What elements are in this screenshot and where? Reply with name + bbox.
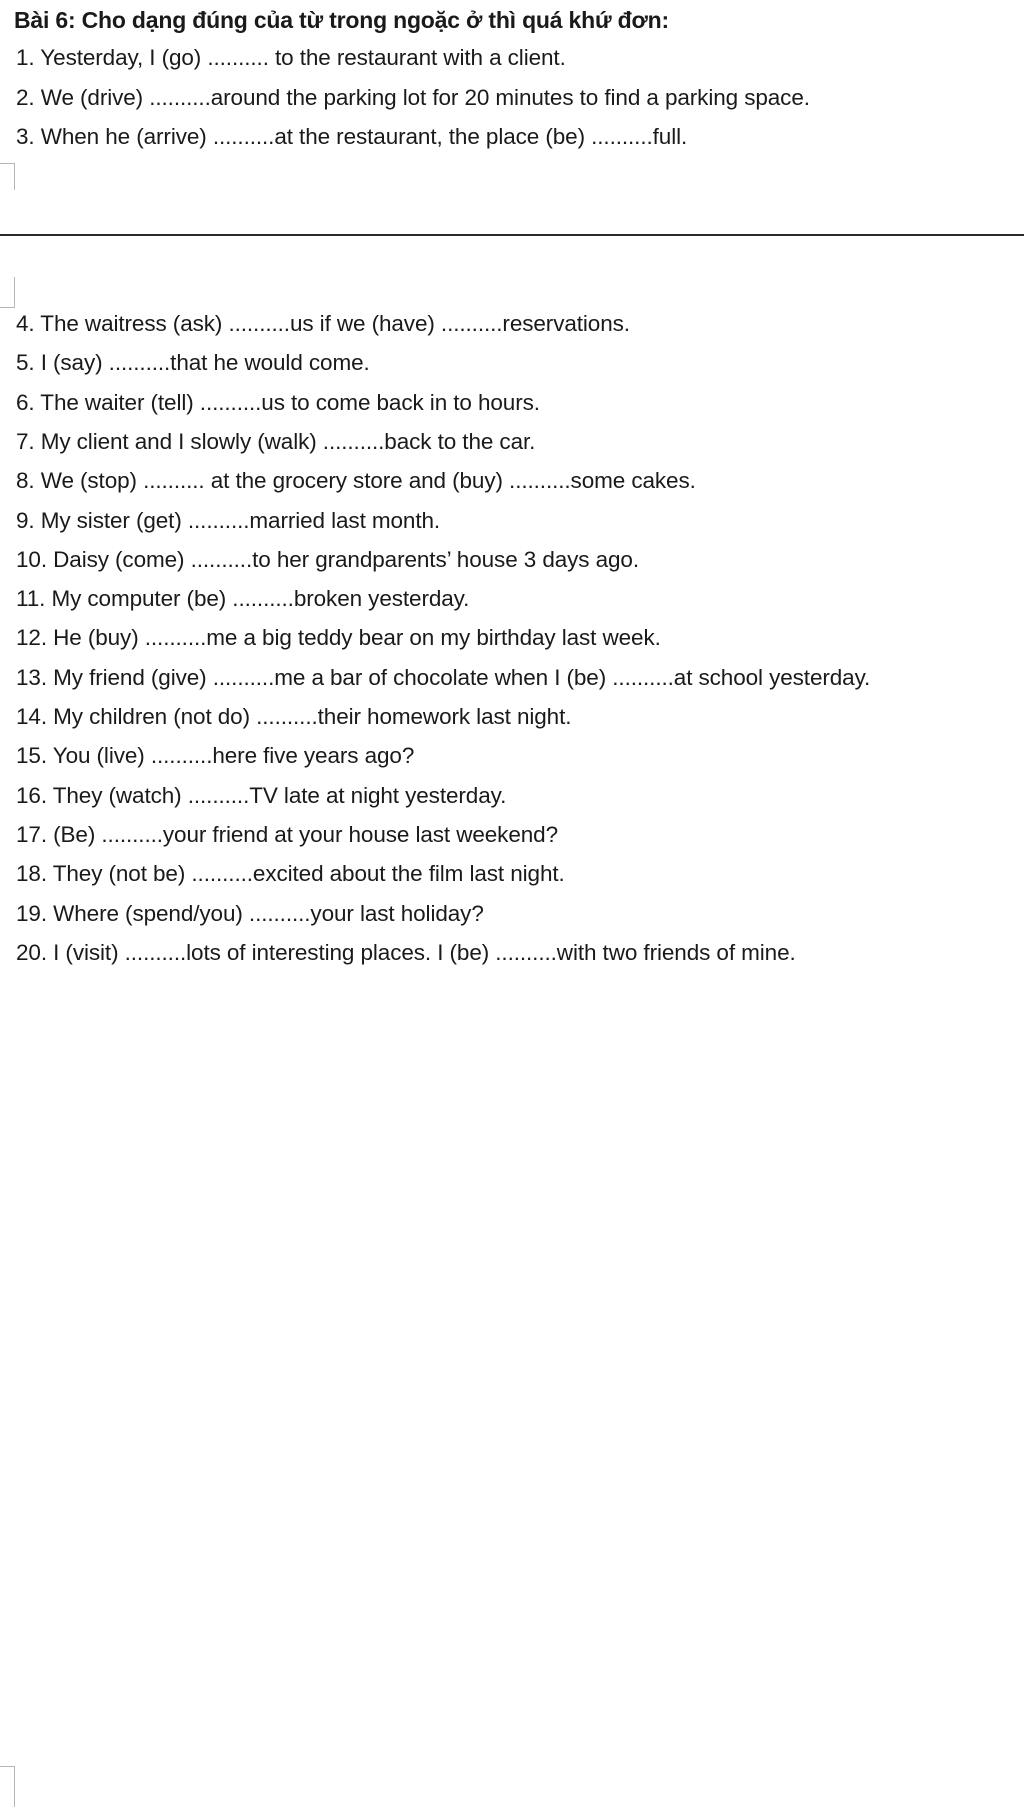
exercise-item: 8. We (stop) .......... at the grocery store and (buy) ..........some cakes. bbox=[16, 468, 696, 493]
page-break-line bbox=[0, 234, 1024, 236]
exercise-item: 15. You (live) ..........here five years ago? bbox=[16, 743, 415, 768]
page-top bbox=[0, 0, 1024, 236]
page-corner-mark bbox=[0, 163, 15, 190]
exercise-item: 17. (Be) ..........your friend at your house last weekend? bbox=[16, 822, 558, 847]
exercise-item: 1. Yesterday, I (go) .......... to the restaurant with a client. bbox=[16, 45, 566, 70]
exercise-item: 14. My children (not do) ..........their homework last night. bbox=[16, 704, 572, 729]
exercise-item: 7. My client and I slowly (walk) ..........back to the car. bbox=[16, 429, 536, 454]
exercise-item: 12. He (buy) ..........me a big teddy bear on my birthday last week. bbox=[16, 625, 661, 650]
exercise-item: 4. The waitress (ask) ..........us if we (have) ..........reservations. bbox=[16, 311, 630, 336]
page-corner-mark bbox=[0, 277, 15, 308]
exercise-item: 6. The waiter (tell) ..........us to come back in to hours. bbox=[16, 390, 540, 415]
exercise-item: 9. My sister (get) ..........married last month. bbox=[16, 508, 441, 533]
exercise-item: 2. We (drive) ..........around the parking lot for 20 minutes to find a parking space. bbox=[16, 85, 810, 110]
exercise-item: 20. I (visit) ..........lots of interesting places. I (be) ..........with two friends of mine. bbox=[16, 940, 796, 965]
exercise-item: 10. Daisy (come) ..........to her grandparents’ house 3 days ago. bbox=[16, 547, 639, 572]
exercise-item: 18. They (not be) ..........excited about the film last night. bbox=[16, 861, 565, 886]
exercise-item: 19. Where (spend/you) ..........your last holiday? bbox=[16, 901, 484, 926]
exercise-item: 16. They (watch) ..........TV late at night yesterday. bbox=[16, 783, 507, 808]
exercise-title: Bài 6: Cho dạng đúng của từ trong ngoặc ở thì quá khứ đơn: bbox=[14, 7, 669, 33]
page-corner-mark bbox=[0, 1766, 15, 1807]
exercise-item: 3. When he (arrive) ..........at the restaurant, the place (be) ..........full. bbox=[16, 124, 688, 149]
exercise-item: 13. My friend (give) ..........me a bar of chocolate when I (be) ..........at school yesterday. bbox=[16, 665, 871, 690]
exercise-item: 5. I (say) ..........that he would come. bbox=[16, 350, 370, 375]
exercise-item: 11. My computer (be) ..........broken yesterday. bbox=[16, 586, 470, 611]
